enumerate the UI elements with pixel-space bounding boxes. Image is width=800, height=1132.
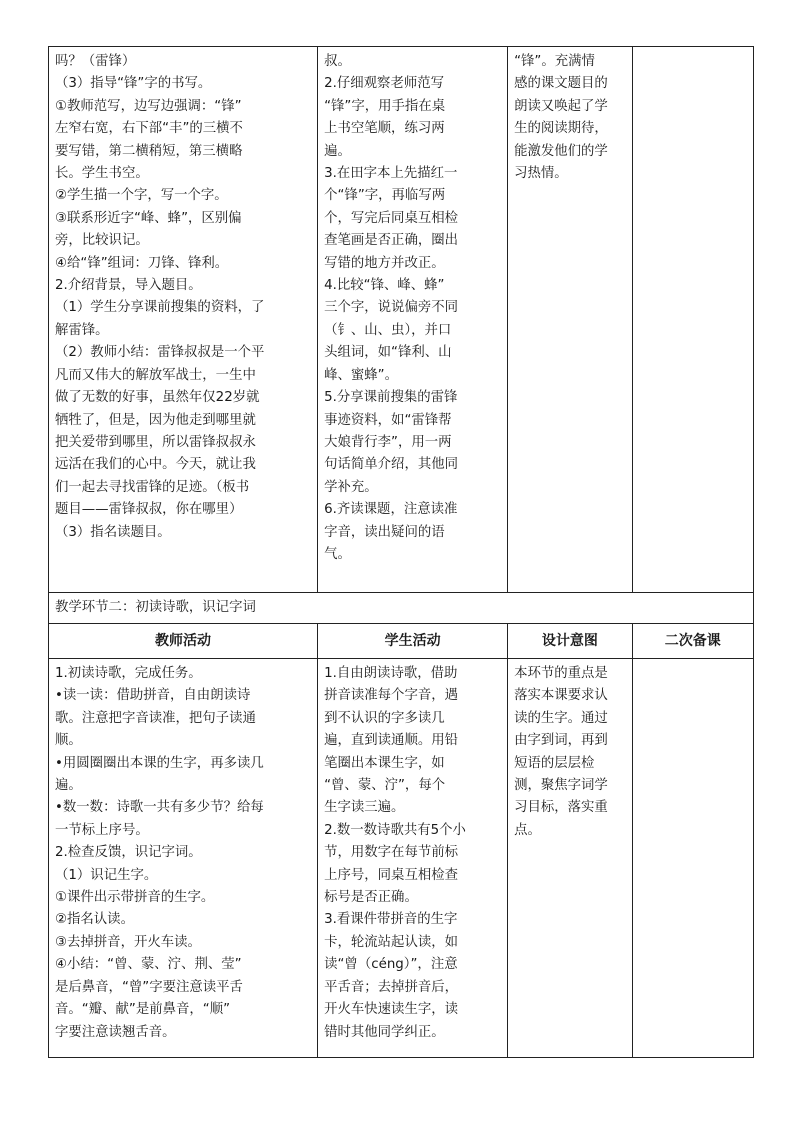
continuation-row: [49, 47, 754, 593]
text-line: 2.仔细观察老师范写: [324, 76, 445, 92]
student-activity-cell: [318, 47, 508, 593]
text-line: （3）指导“锋”字的书写。: [55, 76, 212, 92]
text-line: •用圆圈圈出本课的生字，再多读几: [55, 755, 264, 771]
teacher-activity-text: [55, 663, 311, 1044]
text-line: 音。“瓣、献”是前鼻音，“顺”: [55, 1002, 231, 1018]
design-intent-text: [514, 51, 626, 185]
text-line: 标号是否正确。: [324, 890, 418, 906]
design-intent-cell: [508, 47, 633, 593]
text-line: 2.介绍背景，导入题目。: [55, 278, 202, 294]
text-line: 6.齐读课题，注意读准: [324, 502, 458, 518]
header-teacher: 教师活动: [49, 624, 318, 659]
text-line: 本环节的重点是: [514, 666, 608, 681]
section-title-row: [49, 593, 754, 624]
text-line: （钅、山、虫），并口: [324, 322, 452, 338]
second-prep-cell: [632, 659, 753, 1058]
text-line: 1.初读诗歌，完成任务。: [55, 666, 202, 681]
header-design: 设计意图: [508, 624, 633, 659]
text-line: 查笔画是否正确，圈出: [324, 233, 459, 249]
text-line: 上序号，同桌互相检查: [324, 867, 459, 883]
text-line: 字要注意读翘舌音。: [55, 1024, 176, 1040]
teacher-activity-cell: [49, 47, 318, 593]
text-line: 句话简单介绍，其他同: [324, 457, 459, 473]
text-line: “曾、蒙、泞”，每个: [324, 778, 446, 794]
text-line: ③去掉拼音，开火车读。: [55, 934, 201, 950]
text-line: 习目标，落实重: [514, 800, 608, 816]
text-line: 平舌音；去掉拼音后，: [324, 979, 459, 995]
text-line: 笔圈出本课生字，如: [324, 755, 445, 771]
text-line: 节，用数字在每节前标: [324, 845, 459, 861]
student-activity-text: [324, 663, 501, 1044]
text-line: 点。: [514, 822, 541, 838]
text-line: 写错的地方并改正。: [324, 255, 445, 271]
text-line: 开火车快速读生字，读: [324, 1002, 459, 1018]
text-line: 字音，读出疑问的语: [324, 524, 445, 540]
text-line: “锋”字，用手指在桌: [324, 98, 446, 114]
text-line: 感的课文题目的: [514, 76, 608, 92]
text-line: 3.看课件带拼音的生字: [324, 912, 458, 928]
text-line: 题目——雷锋叔叔，你在哪里）: [55, 502, 243, 518]
header-prep: 二次备课: [632, 624, 753, 659]
text-line: 顺。: [55, 733, 82, 749]
text-line: 5.分享课前搜集的雷锋: [324, 390, 458, 406]
text-line: ②学生描一个字，写一个字。: [55, 188, 228, 204]
student-activity-cell: [318, 659, 508, 1058]
second-prep-cell: [632, 47, 753, 593]
text-line: 歌。注意把字音读准，把句子读通: [55, 710, 256, 726]
text-line: 2.数一数诗歌共有5个小: [324, 822, 466, 838]
text-line: 个“锋”字，再临写两: [324, 188, 446, 204]
text-line: 们一起去寻找雷锋的足迹。（板书: [55, 479, 250, 495]
text-line: ①课件出示带拼音的生字。: [55, 890, 215, 906]
text-line: 峰、蜜蜂”。: [324, 367, 398, 383]
text-line: ①教师范写，边写边强调：“锋”: [55, 98, 242, 114]
text-line: 测，聚焦字词学: [514, 778, 608, 794]
text-line: 叔。: [324, 54, 351, 69]
text-line: 习热情。: [514, 166, 568, 182]
text-line: 4.比较“锋、峰、蜂”: [324, 278, 445, 294]
text-line: 把关爱带到哪里，所以雷锋叔叔永: [55, 434, 256, 450]
text-line: 卡，轮流站起认读，如: [324, 934, 459, 950]
teacher-activity-cell: [49, 659, 318, 1058]
text-line: 左窄右宽，右下部“丰”的三横不: [55, 121, 243, 137]
text-line: 牺牲了，但是，因为他走到哪里就: [55, 412, 256, 428]
text-line: 遍，直到读通顺。用铅: [324, 733, 459, 749]
text-line: 一节标上序号。: [55, 822, 149, 838]
header-student: 学生活动: [318, 624, 508, 659]
text-line: 解雷锋。: [55, 322, 109, 338]
text-line: （1）学生分享课前搜集的资料，了: [55, 300, 265, 316]
text-line: 遍。: [324, 143, 351, 159]
text-line: 短语的层层检: [514, 755, 595, 771]
text-line: 读“曾（céng）”，注意: [324, 957, 458, 973]
text-line: 读的生字。通过: [514, 710, 608, 726]
text-line: 头组词，如“锋利、山: [324, 345, 452, 361]
text-line: 错时其他同学纠正。: [324, 1024, 445, 1040]
text-line: ④小结：“曾、蒙、泞、荆、莹”: [55, 957, 242, 973]
text-line: 上书空笔顺，练习两: [324, 121, 445, 137]
text-line: 生的阅读期待，: [514, 121, 608, 137]
text-line: 1.自由朗读诗歌，借助: [324, 666, 458, 681]
design-intent-cell: [508, 659, 633, 1058]
lesson-plan-table: [48, 46, 754, 1058]
text-line: 朗读又唤起了学: [514, 98, 608, 114]
section-title: 教学环节二：初读诗歌，识记字词: [49, 593, 754, 624]
header-row: [49, 624, 754, 659]
text-line: 由字到词，再到: [514, 733, 608, 749]
text-line: 个，写完后同桌互相检: [324, 210, 459, 226]
text-line: 能激发他们的学: [514, 143, 608, 159]
text-line: 落实本课要求认: [514, 688, 608, 704]
text-line: （1）识记生字。: [55, 867, 158, 883]
text-line: 大娘背行李”，用一两: [324, 434, 452, 450]
text-line: 旁，比较识记。: [55, 233, 149, 249]
text-line: 气。: [324, 546, 351, 562]
text-line: 事迹资料，如“雷锋帮: [324, 412, 452, 428]
text-line: 到不认识的字多读几: [324, 710, 445, 726]
text-line: ③联系形近字“峰、蜂”，区别偏: [55, 210, 242, 226]
text-line: 拼音读准每个字音，遇: [324, 688, 459, 704]
teacher-activity-text: [55, 51, 311, 544]
text-line: 是后鼻音，“曾”字要注意读平舌: [55, 979, 243, 995]
text-line: （2）教师小结：雷锋叔叔是一个平: [55, 345, 265, 361]
content-row: [49, 659, 754, 1058]
text-line: 远活在我们的心中。今天，就让我: [55, 457, 256, 473]
text-line: ④给“锋”组词：刀锋、锋利。: [55, 255, 229, 271]
text-line: “锋”。充满情: [514, 54, 595, 69]
text-line: •读一读：借助拼音，自由朗读诗: [55, 688, 251, 704]
text-line: 2.检查反馈，识记字词。: [55, 845, 202, 861]
text-line: ②指名认读。: [55, 912, 134, 928]
student-activity-text: [324, 51, 501, 566]
text-line: 生字读三遍。: [324, 800, 405, 816]
text-line: 三个字，说说偏旁不同: [324, 300, 459, 316]
text-line: 吗？（雷锋）: [55, 54, 136, 69]
text-line: •数一数：诗歌一共有多少节？给每: [55, 800, 264, 816]
text-line: 要写错，第二横稍短，第三横略: [55, 143, 243, 159]
text-line: 学补充。: [324, 479, 378, 495]
design-intent-text: [514, 663, 626, 842]
text-line: 凡而又伟大的解放军战士，一生中: [55, 367, 256, 383]
text-line: （3）指名读题目。: [55, 524, 171, 540]
text-line: 遍。: [55, 778, 82, 794]
text-line: 长。学生书空。: [55, 166, 149, 182]
text-line: 3.在田字本上先描红一: [324, 166, 458, 182]
text-line: 做了无数的好事，虽然年仅22岁就: [55, 390, 260, 406]
